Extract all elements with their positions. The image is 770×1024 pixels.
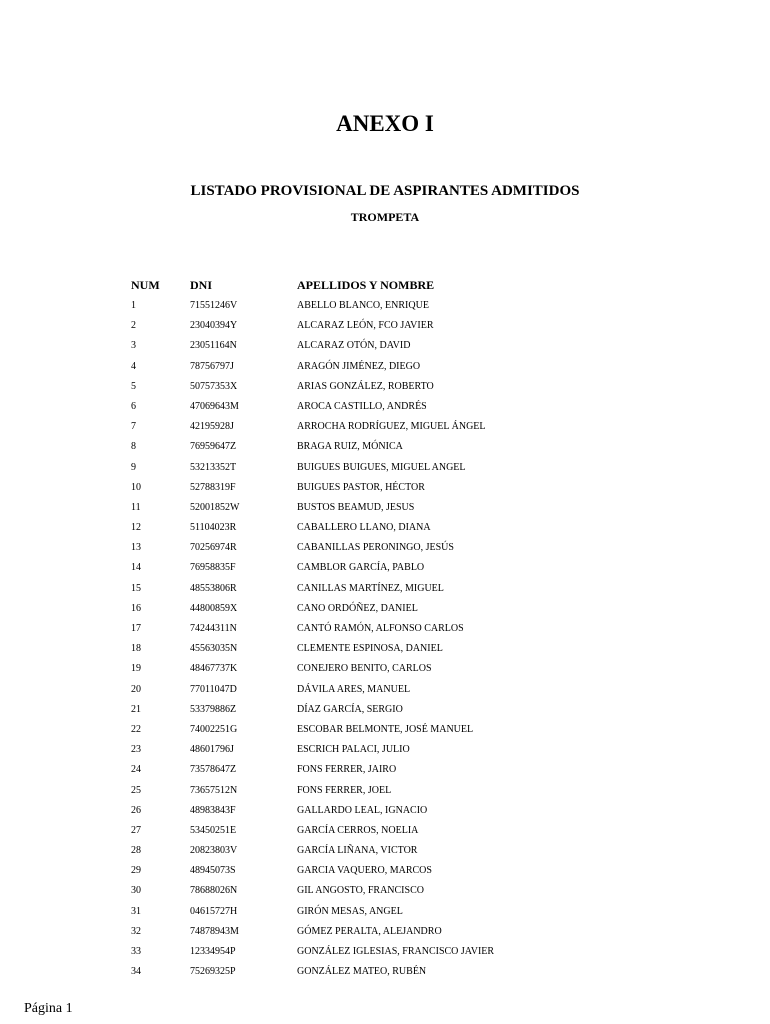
row-num: 31 (131, 905, 141, 917)
row-num: 27 (131, 824, 141, 836)
row-dni: 23040394Y (190, 320, 238, 332)
row-dni: 45563035N (190, 643, 238, 655)
candidates-table-body (0, 296, 770, 982)
row-num: 5 (131, 380, 136, 392)
row-dni: 70256974R (190, 542, 237, 554)
row-num: 18 (131, 643, 141, 655)
row-name: GONZÁLEZ MATEO, RUBÉN (297, 966, 427, 978)
row-num: 1 (131, 300, 136, 311)
row-num: 22 (131, 723, 141, 735)
row-dni: 76959647Z (190, 441, 237, 453)
table-row (0, 437, 770, 457)
row-dni: 75269325P (190, 966, 236, 978)
row-dni: 78756797J (190, 360, 234, 372)
row-num: 19 (131, 663, 141, 675)
table-row (0, 881, 770, 901)
table-row (0, 357, 770, 377)
row-name: DÍAZ GARCÍA, SERGIO (297, 703, 403, 715)
row-num: 7 (131, 421, 136, 433)
row-name: ALCARAZ LEÓN, FCO JAVIER (297, 320, 434, 332)
row-num: 16 (131, 602, 141, 614)
table-row (0, 902, 770, 922)
row-name: CABANILLAS PERONINGO, JESÚS (297, 542, 454, 554)
row-name: ARROCHA RODRÍGUEZ, MIGUEL ÁNGEL (297, 421, 486, 433)
table-row (0, 377, 770, 397)
row-num: 23 (131, 744, 141, 756)
row-dni: 52001852W (190, 501, 240, 513)
table-row (0, 680, 770, 700)
row-name: ARAGÓN JIMÉNEZ, DIEGO (297, 360, 421, 372)
row-dni: 48467737K (190, 663, 238, 675)
table-row (0, 397, 770, 417)
row-num: 32 (131, 925, 141, 937)
row-name: ESCRICH PALACI, JULIO (297, 744, 410, 756)
page-subtitle: LISTADO PROVISIONAL DE ASPIRANTES ADMITIDOS (190, 183, 580, 199)
header-name: APELLIDOS Y NOMBRE (297, 278, 435, 292)
table-row (0, 720, 770, 740)
row-num: 20 (131, 683, 141, 695)
table-row (0, 781, 770, 801)
table-row (0, 962, 770, 982)
row-name: GONZÁLEZ IGLESIAS, FRANCISCO JAVIER (297, 946, 495, 957)
row-name: CLEMENTE ESPINOSA, DANIEL (297, 643, 443, 655)
row-dni: 73578647Z (190, 764, 237, 776)
specialty-heading: TROMPETA (350, 210, 420, 224)
table-row (0, 841, 770, 861)
row-name: GARCÍA LIÑANA, VICTOR (297, 845, 418, 857)
row-name: BUSTOS BEAMUD, JESUS (297, 501, 415, 513)
row-name: AROCA CASTILLO, ANDRÉS (297, 400, 427, 412)
table-row (0, 316, 770, 336)
row-name: CAMBLOR GARCÍA, PABLO (297, 562, 425, 574)
table-row (0, 336, 770, 356)
row-dni: 73657512N (190, 784, 238, 796)
row-dni: 47069643M (190, 400, 239, 412)
row-dni: 51104023R (190, 522, 237, 534)
table-row (0, 478, 770, 498)
row-num: 25 (131, 784, 141, 796)
row-name: ARIAS GONZÁLEZ, ROBERTO (297, 380, 434, 392)
row-dni: 77011047D (190, 683, 237, 695)
table-row (0, 861, 770, 881)
row-dni: 52788319F (190, 481, 236, 493)
table-row (0, 942, 770, 962)
row-num: 2 (131, 320, 136, 332)
table-row (0, 619, 770, 639)
row-name: CANO ORDÓÑEZ, DANIEL (297, 602, 418, 614)
row-name: FONS FERRER, JOEL (297, 784, 392, 796)
table-row (0, 700, 770, 720)
table-row (0, 579, 770, 599)
table-row (0, 538, 770, 558)
table-row (0, 417, 770, 437)
row-num: 6 (131, 400, 136, 412)
row-num: 3 (131, 340, 136, 352)
row-dni: 48553806R (190, 582, 237, 594)
row-dni: 74878943M (190, 925, 239, 937)
row-name: GARCÍA CERROS, NOELIA (297, 824, 419, 836)
header-num: NUM (131, 278, 160, 292)
row-dni: 20823803V (190, 845, 238, 857)
row-num: 13 (131, 542, 141, 554)
row-num: 12 (131, 522, 141, 534)
page-number: Página 1 (24, 1001, 73, 1016)
row-dni: 74244311N (190, 623, 237, 634)
row-name: CANILLAS MARTÍNEZ, MIGUEL (297, 582, 444, 594)
row-dni: 50757353X (190, 380, 238, 392)
row-name: CABALLERO LLANO, DIANA (297, 522, 431, 534)
row-num: 14 (131, 562, 141, 574)
row-dni: 42195928J (190, 421, 234, 433)
row-dni: 53213352T (190, 461, 237, 473)
row-name: GIRÓN MESAS, ANGEL (297, 905, 403, 917)
row-num: 21 (131, 703, 141, 715)
table-row (0, 599, 770, 619)
row-dni: 44800859X (190, 602, 238, 614)
row-num: 30 (131, 885, 141, 897)
row-num: 24 (131, 764, 141, 776)
row-name: GIL ANGOSTO, FRANCISCO (297, 885, 424, 897)
row-name: CANTÓ RAMÓN, ALFONSO CARLOS (297, 623, 464, 634)
row-dni: 76958835F (190, 562, 236, 574)
row-name: CONEJERO BENITO, CARLOS (297, 663, 432, 675)
table-row (0, 760, 770, 780)
row-num: 28 (131, 845, 141, 857)
row-name: GALLARDO LEAL, IGNACIO (297, 804, 428, 816)
table-row (0, 639, 770, 659)
row-dni: 04615727H (190, 905, 238, 917)
row-dni: 71551246V (190, 300, 238, 311)
row-num: 8 (131, 441, 136, 453)
table-row (0, 821, 770, 841)
table-row (0, 922, 770, 942)
table-row (0, 740, 770, 760)
table-row (0, 801, 770, 821)
row-name: GARCIA VAQUERO, MARCOS (297, 865, 432, 877)
row-name: ABELLO BLANCO, ENRIQUE (297, 300, 429, 311)
row-num: 4 (131, 360, 136, 372)
row-num: 11 (131, 501, 141, 513)
table-header (0, 275, 770, 295)
row-dni: 74002251G (190, 723, 238, 735)
row-dni: 53450251E (190, 824, 237, 836)
row-num: 10 (131, 481, 141, 493)
row-num: 9 (131, 461, 136, 473)
page-title: ANEXO I (336, 111, 434, 136)
row-dni: 48601796J (190, 744, 234, 756)
row-dni: 12334954P (190, 946, 236, 957)
row-dni: 78688026N (190, 885, 238, 897)
row-name: ESCOBAR BELMONTE, JOSÉ MANUEL (297, 723, 474, 735)
row-num: 26 (131, 804, 141, 816)
row-name: FONS FERRER, JAIRO (297, 764, 397, 776)
row-name: BUIGUES BUIGUES, MIGUEL ANGEL (297, 461, 466, 473)
table-row (0, 558, 770, 578)
table-row (0, 296, 770, 316)
row-num: 34 (131, 966, 141, 978)
row-dni: 23051164N (190, 340, 237, 352)
row-num: 29 (131, 865, 141, 877)
row-num: 17 (131, 623, 141, 634)
row-dni: 53379886Z (190, 703, 237, 715)
row-dni: 48983843F (190, 804, 236, 816)
row-num: 15 (131, 582, 141, 594)
row-name: ALCARAZ OTÓN, DAVID (297, 340, 411, 352)
header-dni: DNI (190, 278, 213, 292)
row-num: 33 (131, 946, 141, 957)
row-name: BUIGUES PASTOR, HÉCTOR (297, 481, 425, 493)
table-row (0, 659, 770, 679)
row-name: GÓMEZ PERALTA, ALEJANDRO (297, 925, 442, 937)
table-row (0, 498, 770, 518)
row-dni: 48945073S (190, 865, 236, 877)
table-row (0, 518, 770, 538)
row-name: DÁVILA ARES, MANUEL (297, 683, 411, 695)
table-row (0, 458, 770, 478)
row-name: BRAGA RUIZ, MÓNICA (297, 441, 403, 453)
